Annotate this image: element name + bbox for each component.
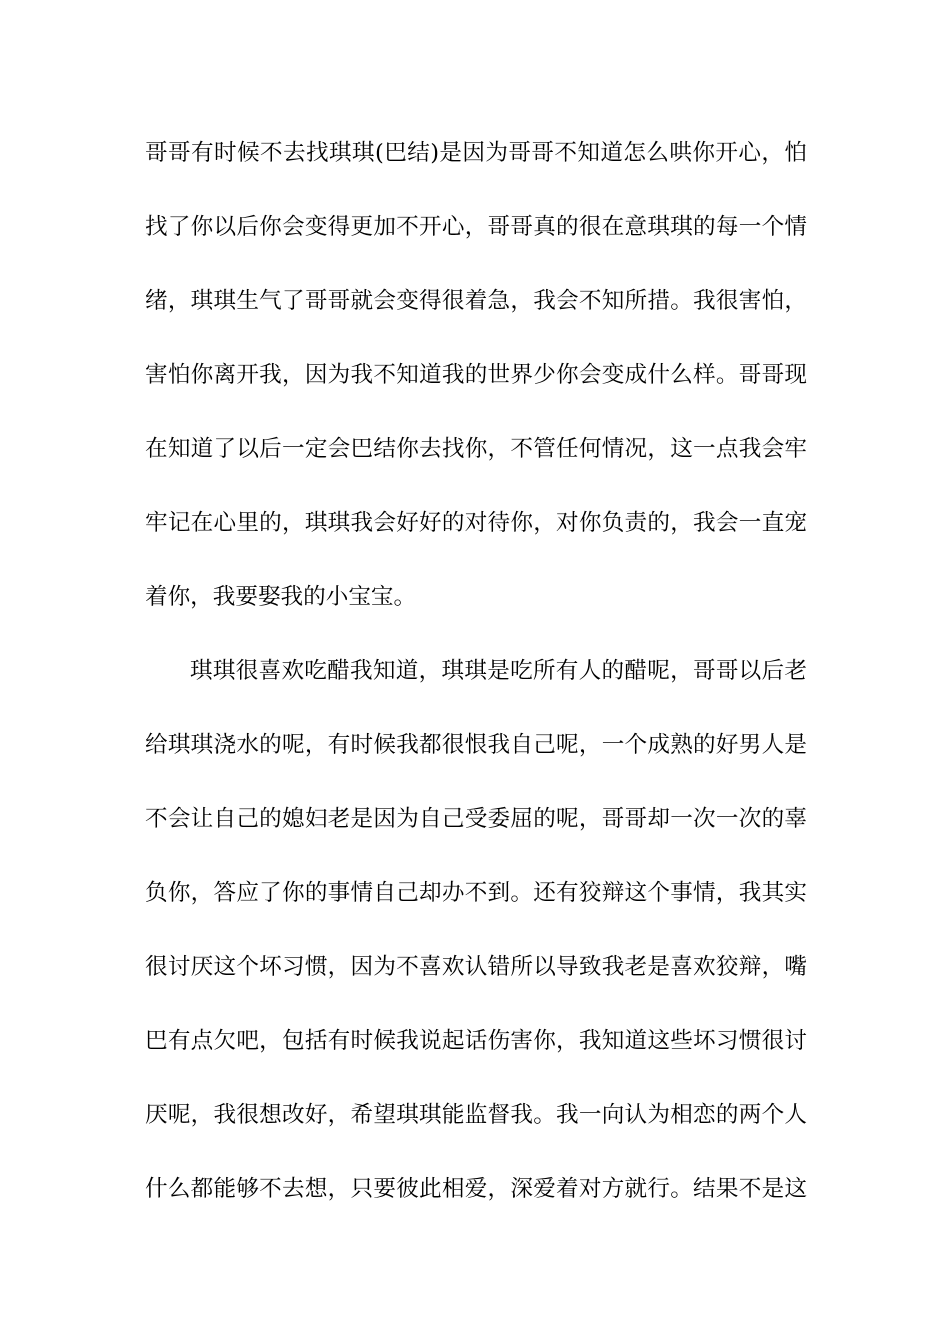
paragraph-2-line-2: 给琪琪浇水的呢，有时候我都很恨我自己呢，一个成熟的好男人是 [145, 732, 807, 758]
paragraph-1-line-6: 牢记在心里的，琪琪我会好好的对待你，对你负责的，我会一直宠 [145, 510, 807, 536]
document-body [145, 127, 807, 1237]
paragraph-1-line-3: 绪，琪琪生气了哥哥就会变得很着急，我会不知所措。我很害怕， [145, 288, 807, 314]
paragraph-1-line-7: 着你，我要娶我的小宝宝。 [145, 584, 417, 610]
paragraph-1-line-4: 害怕你离开我，因为我不知道我的世界少你会变成什么样。哥哥现 [145, 362, 807, 388]
paragraph-2-line-1: 琪琪很喜欢吃醋我知道，琪琪是吃所有人的醋呢，哥哥以后老 [190, 658, 807, 684]
paragraph-2-line-4: 负你，答应了你的事情自己却办不到。还有狡辩这个事情，我其实 [145, 880, 807, 906]
paragraph-1-line-2: 找了你以后你会变得更加不开心，哥哥真的很在意琪琪的每一个情 [145, 214, 807, 240]
paragraph-2-line-3: 不会让自己的媳妇老是因为自己受委屈的呢，哥哥却一次一次的辜 [145, 806, 807, 832]
paragraph-2-line-7: 厌呢，我很想改好，希望琪琪能监督我。我一向认为相恋的两个人 [145, 1102, 807, 1128]
paragraph-2-line-6: 巴有点欠吧，包括有时候我说起话伤害你，我知道这些坏习惯很讨 [145, 1028, 807, 1054]
paragraph-1-line-1: 哥哥有时候不去找琪琪(巴结)是因为哥哥不知道怎么哄你开心，怕 [145, 140, 807, 166]
paragraph-2-line-5: 很讨厌这个坏习惯，因为不喜欢认错所以导致我老是喜欢狡辩，嘴 [145, 954, 807, 980]
paragraph-1-line-5: 在知道了以后一定会巴结你去找你，不管任何情况，这一点我会牢 [145, 436, 807, 462]
paragraph-2-line-8: 什么都能够不去想，只要彼此相爱，深爱着对方就行。结果不是这 [145, 1176, 807, 1202]
